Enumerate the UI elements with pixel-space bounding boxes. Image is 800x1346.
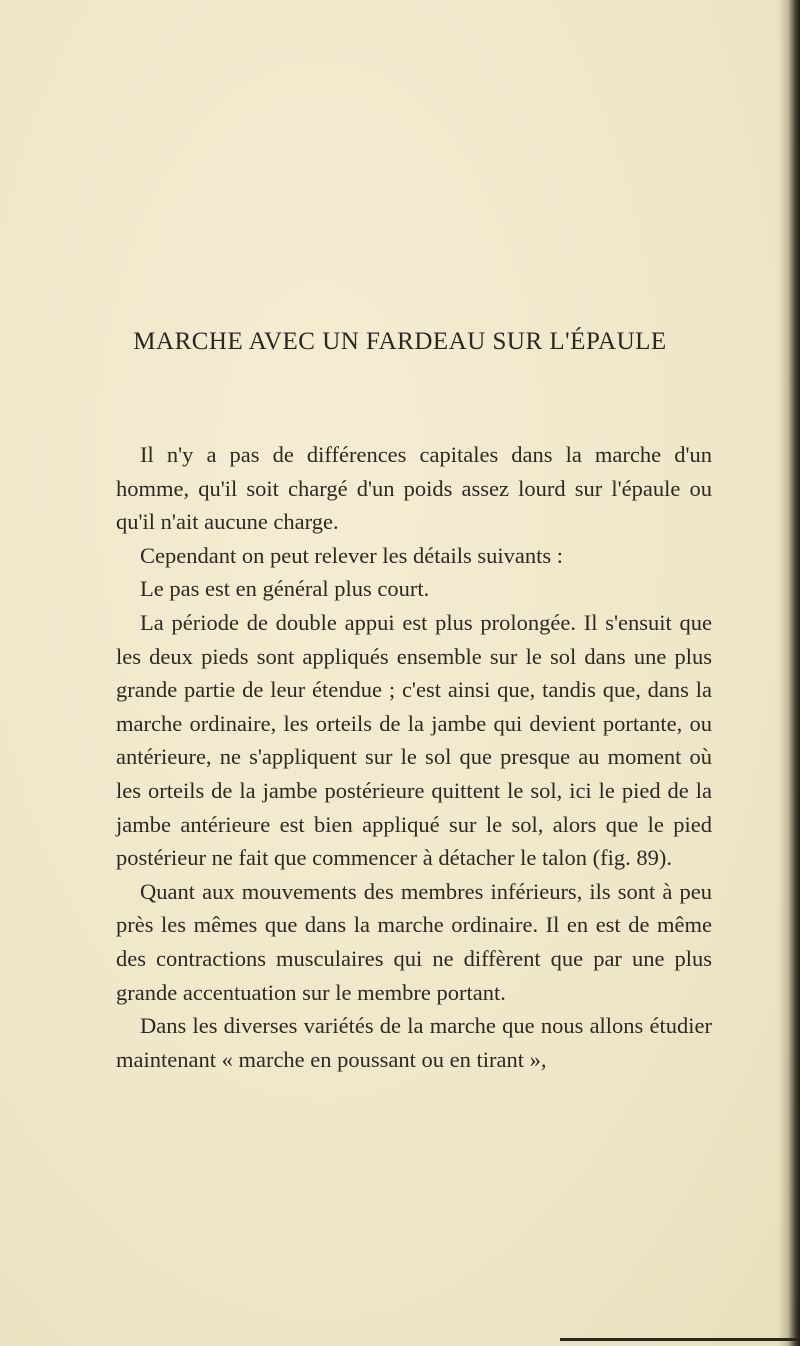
paragraph: Le pas est en général plus court. — [140, 576, 430, 602]
paragraph: Quant aux mouvements des membres inférieurs, ils sont à peu près les mêmes que dans la marche ordinaire. Il en est de même des contractions musculaires qui ne diffèrent que par une plus grande accentuation sur le membre portant. — [116, 878, 712, 1005]
body-text — [116, 438, 712, 1076]
page-edge-shadow — [778, 0, 800, 1346]
paragraph: Il n'y a pas de différences capitales dans la marche d'un homme, qu'il soit chargé d'un poids assez lourd sur l'épaule ou qu'il n'ait aucune charge. — [116, 442, 712, 535]
paragraph: Dans les diverses variétés de la marche que nous allons étudier maintenant « marche en poussant ou en tirant », — [116, 1013, 712, 1072]
page-title: MARCHE AVEC UN FARDEAU SUR L'ÉPAULE — [133, 328, 667, 355]
paragraph: La période de double appui est plus prolongée. Il s'ensuit que les deux pieds sont appliqués ensemble sur le sol dans une plus grande partie de leur étendue ; c'est ainsi que, tandis que, dans la marche ordinaire, les orteils de la jambe qui devient portante, ou antérieure, ne s'appliquent sur le sol que presque au moment où les orteils de la jambe postérieure quittent le sol, ici le pied de la jambe antérieure est bien appliqué sur le sol, alors que le pied postérieur ne fait que commencer à détacher le talon (fig. 89). — [116, 609, 712, 871]
bottom-edge-rule — [560, 1338, 800, 1341]
paragraph: Cependant on peut relever les détails suivants : — [140, 542, 564, 568]
